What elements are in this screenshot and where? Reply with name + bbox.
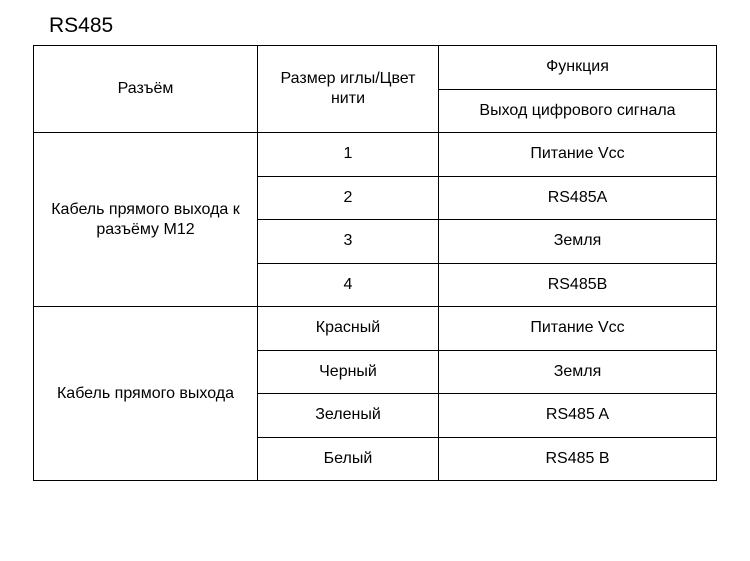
function-cell: Земля	[439, 220, 717, 264]
pin-cell: 2	[258, 176, 439, 220]
group-name-direct: Кабель прямого выхода	[34, 307, 258, 481]
header-connector: Разъём	[34, 46, 258, 133]
function-cell: RS485 A	[439, 394, 717, 438]
header-signal-output: Выход цифрового сигнала	[439, 89, 717, 133]
pin-cell: 3	[258, 220, 439, 264]
wiring-table	[33, 45, 717, 481]
function-cell: RS485B	[439, 263, 717, 307]
group-name-m12: Кабель прямого выхода к разъёму M12	[34, 133, 258, 307]
wire-color-cell: Красный	[258, 307, 439, 351]
table-row	[34, 133, 717, 177]
table-row	[34, 307, 717, 351]
function-cell: Питание Vcc	[439, 133, 717, 177]
header-row	[34, 46, 717, 90]
function-cell: RS485 B	[439, 437, 717, 481]
header-pin-color: Размер иглы/Цвет нити	[258, 46, 439, 133]
wire-color-cell: Черный	[258, 350, 439, 394]
wire-color-cell: Зеленый	[258, 394, 439, 438]
pin-cell: 1	[258, 133, 439, 177]
pin-cell: 4	[258, 263, 439, 307]
header-function: Функция	[439, 46, 717, 90]
function-cell: RS485A	[439, 176, 717, 220]
wire-color-cell: Белый	[258, 437, 439, 481]
document-title: RS485	[49, 14, 114, 37]
function-cell: Земля	[439, 350, 717, 394]
function-cell: Питание Vcc	[439, 307, 717, 351]
